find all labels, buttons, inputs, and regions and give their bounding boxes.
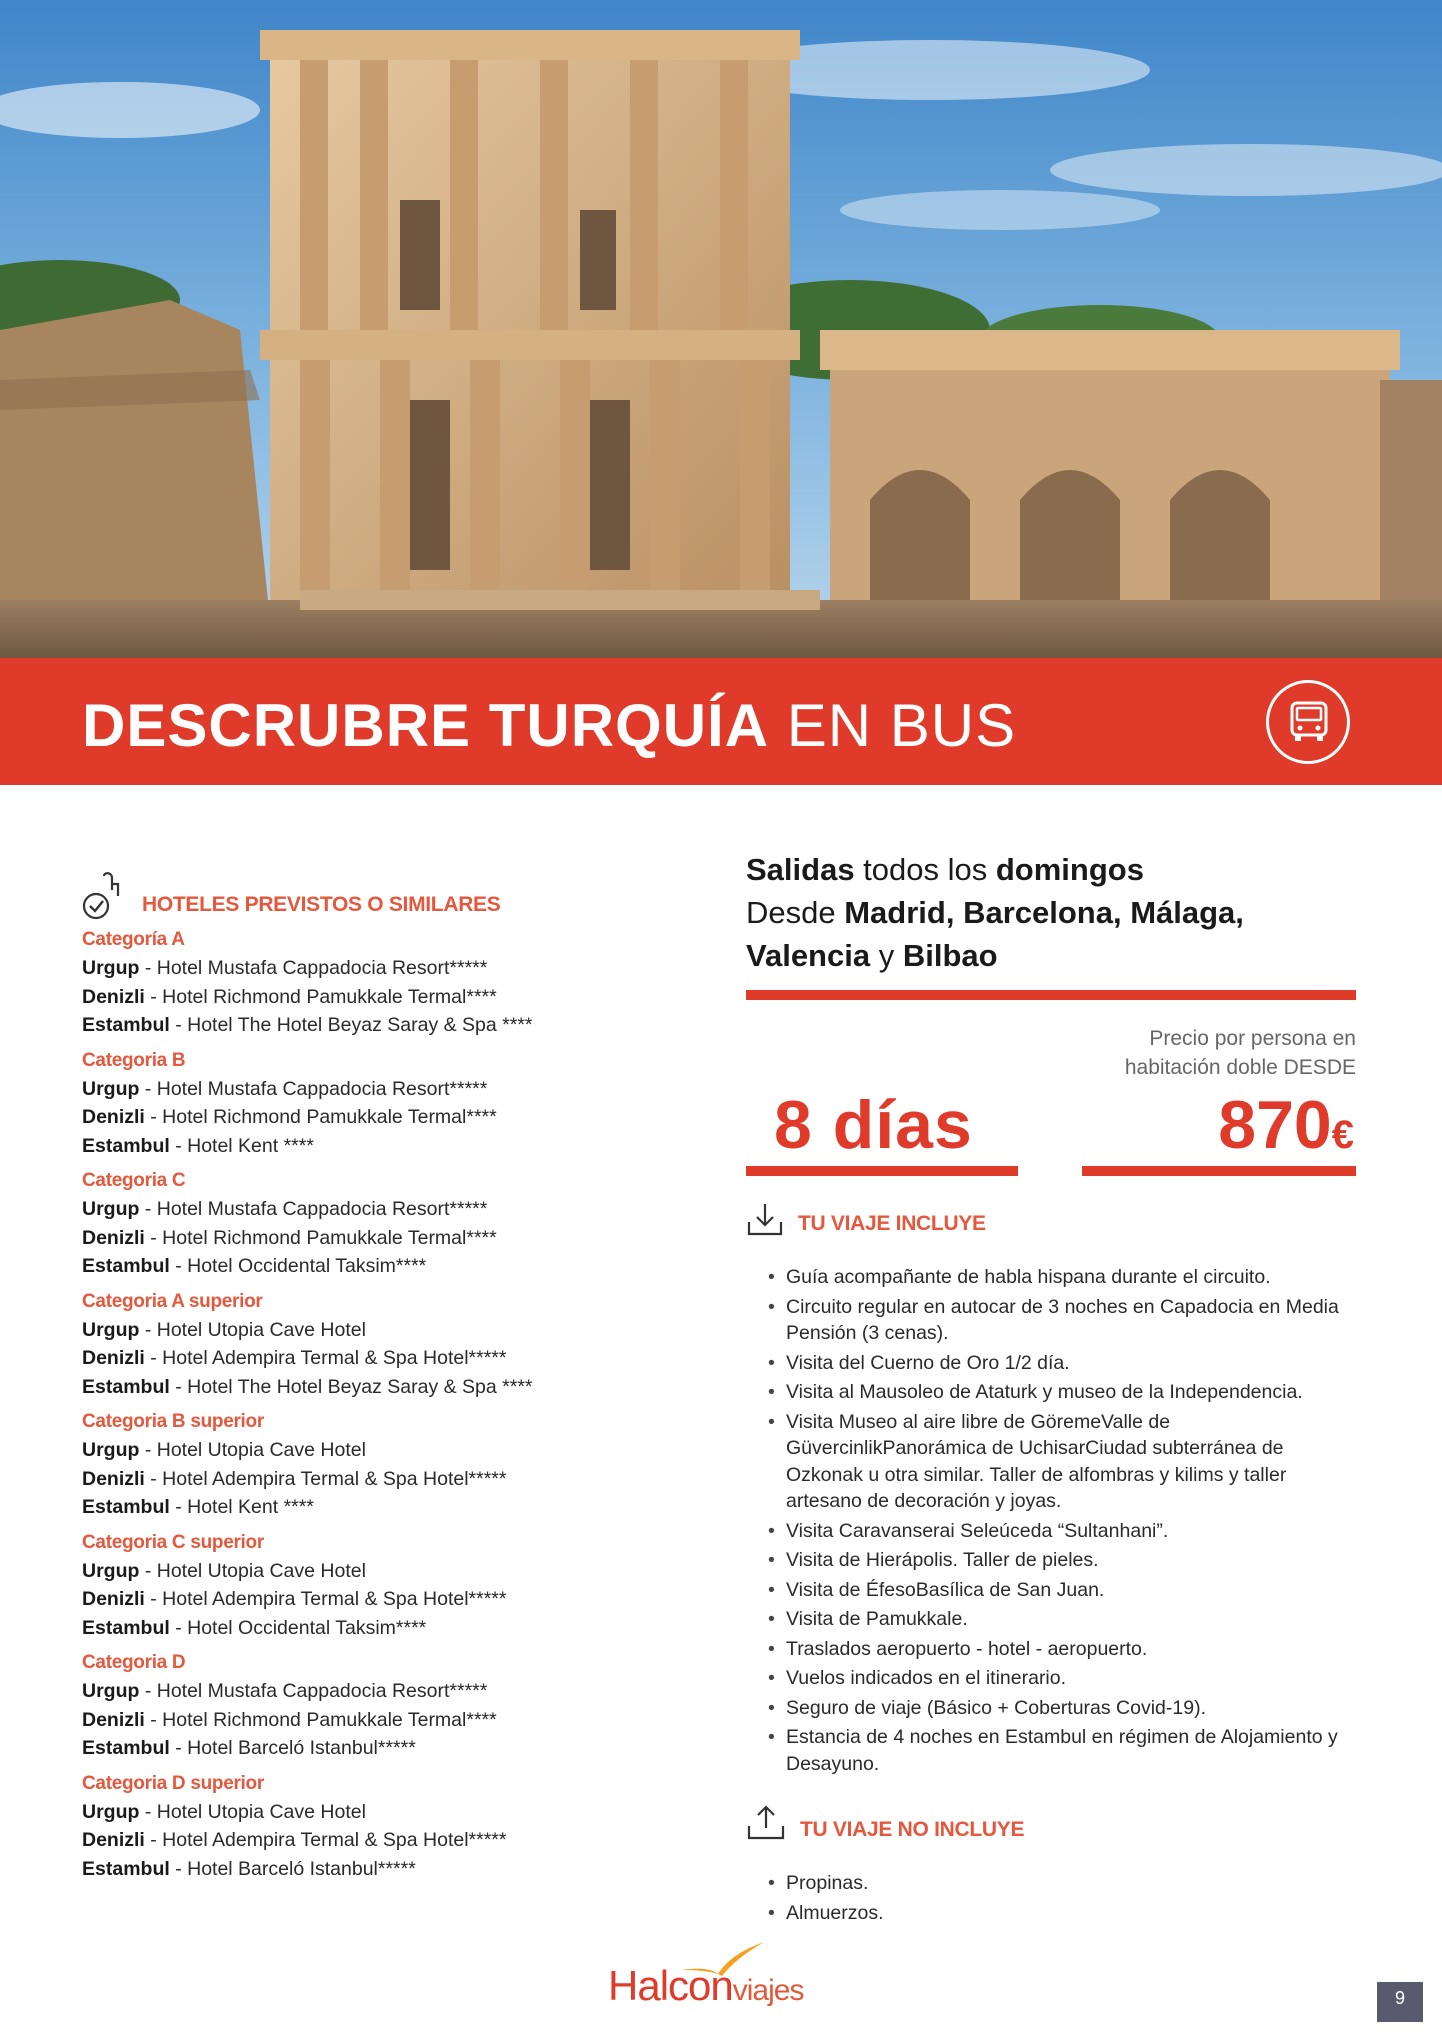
page-number: 9 (1377, 1982, 1423, 2022)
brand-main: Halcon (608, 1962, 733, 2009)
list-item: • Vuelos indicados en el itinerario. (768, 1665, 1358, 1692)
hotel-line (82, 1614, 702, 1643)
city: Estambul (82, 1134, 170, 1157)
hotel-line (82, 1011, 702, 1040)
city: Estambul (82, 1496, 170, 1518)
includes-heading: TU VIAJE INCLUYE (798, 1212, 986, 1235)
hotel-name: - Hotel Utopia Cave Hotel (139, 1559, 366, 1582)
hotel-name: - Hotel Mustafa Cappadocia Resort***** (139, 957, 488, 979)
city: Urgup (82, 957, 140, 979)
hotel-name: - Hotel Kent **** (169, 1496, 314, 1518)
hotel-name: - Hotel Richmond Pamukkale Termal**** (144, 1708, 497, 1731)
city: Urgup (82, 1680, 140, 1702)
category-title: Categoría A (82, 929, 185, 950)
city: Denizli (82, 985, 145, 1008)
list-item: • Almuerzos. (768, 1900, 1358, 1927)
category-block (82, 1167, 702, 1281)
hotel-name: - Hotel Adempira Termal & Spa Hotel***** (144, 1588, 507, 1610)
hotel-line (82, 1103, 702, 1132)
departures-w2: todos los (854, 852, 996, 887)
excludes-heading: TU VIAJE NO INCLUYE (800, 1818, 1025, 1841)
hotel-line (82, 1798, 702, 1827)
hotel-line (82, 1373, 702, 1402)
category-block (82, 926, 702, 1040)
list-item: • Visita Caravanserai Seleúceda “Sultanhani”. (768, 1518, 1358, 1545)
list-item: • Guía acompañante de habla hispana durante el circuito. (768, 1264, 1358, 1291)
city: Urgup (82, 1800, 140, 1823)
price-note-line1: Precio por persona en (1149, 1027, 1356, 1050)
city: Denizli (82, 1226, 145, 1249)
price-note (1026, 1024, 1356, 1082)
hotel-line (82, 1677, 702, 1706)
hotels-section (82, 870, 702, 1883)
hotel-name: - Hotel Barceló Istanbul***** (169, 1857, 416, 1880)
brand-logo (608, 1940, 838, 2010)
trip-price (1218, 1086, 1354, 1164)
list-item: • Visita Museo al aire libre de GöremeValle de GüvercinlikPanorámica de UchisarCiudad subterránea de Ozkonak u otra similar. Taller de alfombras y kilims y taller artesano de decoración y joyas. (768, 1409, 1358, 1515)
price-currency: € (1331, 1113, 1354, 1157)
excludes-list (746, 1870, 1358, 1929)
hotel-line (82, 1224, 702, 1253)
city: Denizli (82, 1467, 145, 1490)
title-bold: DESCRUBRE TURQUÍA (82, 692, 770, 759)
category-block (82, 1770, 702, 1884)
list-item: • Visita de Hierápolis. Taller de pieles. (768, 1547, 1358, 1574)
hotel-name: - Hotel Adempira Termal & Spa Hotel***** (144, 1829, 507, 1851)
city: Denizli (82, 1347, 145, 1369)
title-band (0, 658, 1442, 785)
hero-photo (0, 0, 1442, 658)
hotel-line (82, 1252, 702, 1281)
departures-w8: Bilbao (902, 938, 998, 973)
hotel-name: - Hotel Adempira Termal & Spa Hotel***** (144, 1467, 507, 1490)
hotel-name: - Hotel Richmond Pamukkale Termal**** (144, 985, 497, 1008)
brand-sub: viajes (732, 1974, 804, 2007)
hotel-name: - Hotel Kent **** (169, 1134, 314, 1157)
hotel-name: - Hotel Richmond Pamukkale Termal**** (144, 1226, 497, 1249)
list-item: • Propinas. (768, 1870, 1358, 1897)
category-block (82, 1288, 702, 1402)
hotel-name: - Hotel Occidental Taksim**** (169, 1255, 427, 1277)
hotel-name: - Hotel The Hotel Beyaz Saray & Spa **** (169, 1375, 533, 1398)
list-item: • Visita del Cuerno de Oro 1/2 día. (768, 1350, 1358, 1377)
hotel-name: - Hotel Richmond Pamukkale Termal**** (144, 1106, 497, 1128)
hotel-name: - Hotel Occidental Taksim**** (169, 1616, 427, 1639)
city: Urgup (82, 1439, 140, 1461)
hotel-name: - Hotel Utopia Cave Hotel (139, 1439, 366, 1461)
city: Urgup (82, 1559, 140, 1582)
departures-w6: Valencia (746, 938, 871, 973)
hotel-line (82, 1436, 702, 1465)
hotel-name: - Hotel The Hotel Beyaz Saray & Spa **** (169, 1014, 533, 1036)
city: Denizli (82, 1829, 145, 1851)
city: Estambul (82, 1616, 170, 1639)
hotel-line (82, 1557, 702, 1586)
departures-w3: domingos (995, 852, 1144, 887)
city: Denizli (82, 1588, 145, 1610)
hotel-line (82, 1585, 702, 1614)
hotel-name: - Hotel Barceló Istanbul***** (169, 1737, 416, 1759)
city: Urgup (82, 1198, 140, 1220)
list-item: • Visita de Pamukkale. (768, 1606, 1358, 1633)
hotel-name: - Hotel Utopia Cave Hotel (139, 1318, 366, 1341)
category-title: Categoria A superior (82, 1290, 263, 1312)
departures-w7: y (870, 938, 903, 973)
hotel-line (82, 954, 702, 983)
hotel-line (82, 1465, 702, 1494)
brand-wordmark (608, 1962, 803, 2010)
hotel-line (82, 1344, 702, 1373)
city: Urgup (82, 1318, 140, 1341)
departures-text (746, 848, 1356, 977)
trip-duration: 8 días (774, 1087, 973, 1163)
hotels-heading-row (82, 870, 702, 926)
list-item: • Estancia de 4 noches en Estambul en régimen de Alojamiento y Desayuno. (768, 1724, 1358, 1777)
hotels-heading: HOTELES PREVISTOS O SIMILARES (142, 893, 501, 916)
download-tray-icon (746, 1200, 784, 1240)
list-item: • Visita al Mausoleo de Ataturk y museo de la Independencia. (768, 1379, 1358, 1406)
includes-heading-row (746, 1200, 1346, 1244)
category-block (82, 1047, 702, 1161)
city: Estambul (82, 1255, 170, 1277)
excludes-heading-row (746, 1804, 1346, 1848)
departures-w5: Madrid, Barcelona, Málaga, (844, 895, 1244, 930)
page-title (82, 691, 1016, 760)
price-underline (1082, 1166, 1356, 1176)
hotel-line (82, 1132, 702, 1161)
category-title: Categoria C superior (82, 1531, 264, 1553)
hotel-name: - Hotel Mustafa Cappadocia Resort***** (139, 1077, 488, 1100)
category-title: Categoria D (82, 1652, 186, 1673)
hotel-line (82, 1493, 702, 1522)
city: Denizli (82, 1708, 145, 1731)
list-item: • Traslados aeropuerto - hotel - aeropuerto. (768, 1636, 1358, 1663)
hotel-name: - Hotel Mustafa Cappadocia Resort***** (139, 1680, 488, 1702)
duration-underline (746, 1166, 1018, 1176)
hotel-line (82, 1195, 702, 1224)
hotel-line (82, 983, 702, 1012)
title-light: EN BUS (786, 692, 1017, 759)
category-block (82, 1529, 702, 1643)
list-item: • Seguro de viaje (Básico + Coberturas Covid-19). (768, 1695, 1358, 1722)
list-item: • Circuito regular en autocar de 3 noches en Capadocia en Media Pensión (3 cenas). (768, 1294, 1358, 1347)
hotel-check-icon (82, 870, 128, 922)
hotel-line (82, 1826, 702, 1855)
category-title: Categoria B superior (82, 1411, 264, 1432)
price-note-line2: habitación doble DESDE (1124, 1056, 1356, 1079)
divider-rule (746, 990, 1356, 1000)
hotel-name: - Hotel Adempira Termal & Spa Hotel***** (144, 1347, 507, 1369)
city: Denizli (82, 1106, 145, 1128)
category-title: Categoria B (82, 1049, 186, 1071)
hotel-line (82, 1855, 702, 1884)
hotel-line (82, 1734, 702, 1763)
hotel-line (82, 1706, 702, 1735)
list-item: • Visita de ÉfesoBasílica de San Juan. (768, 1577, 1358, 1604)
city: Estambul (82, 1737, 170, 1759)
category-block (82, 1649, 702, 1763)
includes-list (746, 1264, 1358, 1780)
bus-icon (1266, 680, 1350, 764)
city: Estambul (82, 1014, 170, 1036)
city: Estambul (82, 1375, 170, 1398)
trip-summary (746, 848, 1356, 1924)
category-title: Categoria C (82, 1170, 186, 1191)
city: Urgup (82, 1077, 140, 1100)
category-block (82, 1408, 702, 1522)
departures-w4: Desde (746, 895, 845, 930)
hotel-line (82, 1316, 702, 1345)
hotel-name: - Hotel Mustafa Cappadocia Resort***** (139, 1198, 488, 1220)
hotel-line (82, 1075, 702, 1104)
category-title: Categoria D superior (82, 1772, 264, 1794)
upload-tray-icon (746, 1804, 786, 1844)
price-value: 870 (1218, 1087, 1332, 1163)
city: Estambul (82, 1857, 170, 1880)
hotel-name: - Hotel Utopia Cave Hotel (139, 1800, 366, 1823)
departures-w1: Salidas (746, 852, 855, 887)
